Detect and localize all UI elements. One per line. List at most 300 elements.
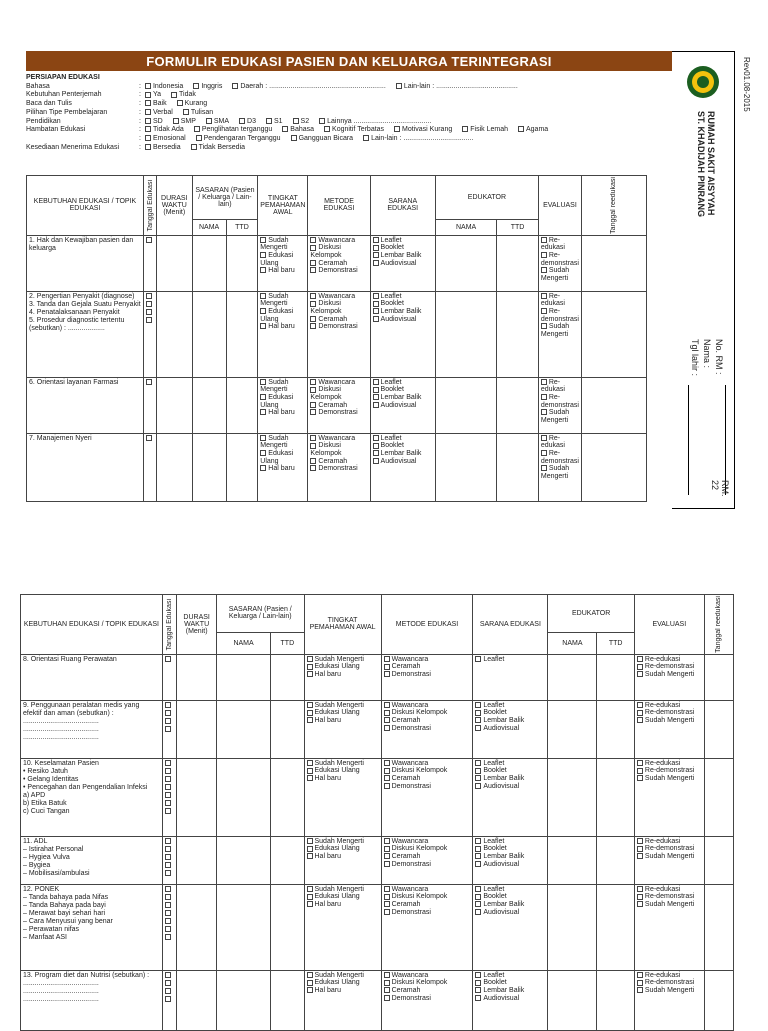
checkbox[interactable] (165, 854, 171, 860)
preparation-option[interactable] (177, 100, 208, 109)
option-item[interactable] (637, 671, 702, 679)
option-item[interactable] (637, 972, 702, 980)
checkbox[interactable] (260, 267, 266, 273)
option-item[interactable] (475, 717, 545, 725)
preparation-option[interactable] (145, 144, 181, 153)
edukator-ttd-cell[interactable] (597, 654, 635, 700)
sasaran-nama-cell[interactable] (192, 291, 226, 377)
option-item[interactable] (307, 845, 379, 853)
option-item[interactable] (475, 845, 545, 853)
preparation-option[interactable] (196, 135, 281, 144)
option-item[interactable] (384, 767, 471, 775)
checkbox[interactable] (193, 83, 199, 89)
option-item[interactable] (475, 767, 545, 775)
option-item[interactable] (307, 671, 379, 679)
preparation-option[interactable] (363, 135, 473, 144)
option-item[interactable] (384, 987, 471, 995)
option-item[interactable] (307, 767, 379, 775)
option-item[interactable] (310, 409, 367, 417)
sasaran-ttd-cell[interactable] (226, 291, 258, 377)
option-item[interactable] (373, 260, 433, 268)
checkbox[interactable] (266, 118, 272, 124)
option-item[interactable] (307, 709, 379, 717)
preparation-option[interactable] (232, 83, 385, 92)
edukator-ttd-cell[interactable] (497, 433, 539, 501)
checkbox[interactable] (310, 387, 316, 393)
checkbox[interactable] (310, 379, 316, 385)
tanggal-reedukasi-cell[interactable] (704, 836, 733, 884)
option-item[interactable] (637, 979, 702, 987)
preparation-option[interactable] (145, 83, 183, 92)
option-item[interactable] (384, 979, 471, 987)
option-item[interactable] (384, 995, 471, 1003)
edukator-nama-cell[interactable] (435, 433, 496, 501)
checkbox[interactable] (475, 980, 481, 986)
option-item[interactable] (260, 435, 305, 450)
option-item[interactable] (260, 465, 305, 473)
durasi-cell[interactable] (177, 836, 217, 884)
preparation-option[interactable] (324, 126, 384, 135)
option-item[interactable] (307, 702, 379, 710)
checkbox[interactable] (310, 402, 316, 408)
checkbox[interactable] (475, 886, 481, 892)
edukator-nama-cell[interactable] (548, 758, 597, 836)
checkbox[interactable] (475, 995, 481, 1001)
option-item[interactable] (384, 861, 471, 869)
option-item[interactable] (637, 845, 702, 853)
checkbox[interactable] (171, 92, 177, 98)
checkbox[interactable] (373, 387, 379, 393)
checkbox[interactable] (384, 768, 390, 774)
checkbox[interactable] (475, 853, 481, 859)
checkbox[interactable] (541, 435, 547, 441)
checkbox[interactable] (260, 237, 266, 243)
checkbox[interactable] (177, 100, 183, 106)
option-item[interactable] (475, 886, 545, 894)
checkbox[interactable] (165, 800, 171, 806)
option-item[interactable] (475, 909, 545, 917)
edukator-nama-cell[interactable] (548, 884, 597, 970)
checkbox[interactable] (541, 308, 547, 314)
preparation-option[interactable] (293, 118, 310, 127)
checkbox[interactable] (307, 710, 313, 716)
edukator-nama-cell[interactable] (548, 836, 597, 884)
option-item[interactable] (475, 709, 545, 717)
checkbox[interactable] (310, 443, 316, 449)
checkbox[interactable] (475, 656, 481, 662)
option-item[interactable] (541, 252, 579, 267)
preparation-option[interactable] (145, 118, 163, 127)
checkbox[interactable] (196, 135, 202, 141)
tanggal-reedukasi-cell[interactable] (582, 433, 647, 501)
checkbox[interactable] (363, 135, 369, 141)
option-item[interactable] (541, 237, 579, 252)
edukator-nama-cell[interactable] (435, 377, 496, 433)
sasaran-nama-cell[interactable] (192, 235, 226, 291)
checkbox[interactable] (307, 838, 313, 844)
option-item[interactable] (310, 402, 367, 410)
edukator-ttd-cell[interactable] (497, 235, 539, 291)
checkbox[interactable] (373, 443, 379, 449)
option-item[interactable] (541, 465, 579, 480)
checkbox[interactable] (475, 768, 481, 774)
checkbox[interactable] (637, 702, 643, 708)
option-item[interactable] (384, 717, 471, 725)
checkbox[interactable] (165, 918, 171, 924)
tanggal-reedukasi-cell[interactable] (582, 235, 647, 291)
option-item[interactable] (260, 394, 305, 409)
checkbox[interactable] (206, 118, 212, 124)
checkbox[interactable] (310, 301, 316, 307)
tanggal-reedukasi-cell[interactable] (704, 654, 733, 700)
checkbox[interactable] (384, 853, 390, 859)
option-item[interactable] (384, 702, 471, 710)
checkbox[interactable] (475, 846, 481, 852)
checkbox[interactable] (145, 118, 151, 124)
option-item[interactable] (541, 293, 579, 308)
option-item[interactable] (384, 838, 471, 846)
checkbox[interactable] (145, 109, 151, 115)
checkbox[interactable] (310, 409, 316, 415)
checkbox[interactable] (165, 988, 171, 994)
checkbox[interactable] (475, 775, 481, 781)
option-item[interactable] (307, 972, 379, 980)
option-item[interactable] (373, 458, 433, 466)
option-item[interactable] (310, 435, 367, 443)
checkbox[interactable] (165, 760, 171, 766)
checkbox[interactable] (260, 409, 266, 415)
option-item[interactable] (637, 853, 702, 861)
checkbox[interactable] (541, 379, 547, 385)
checkbox[interactable] (384, 717, 390, 723)
checkbox[interactable] (319, 118, 325, 124)
checkbox[interactable] (183, 109, 189, 115)
checkbox[interactable] (282, 126, 288, 132)
tanggal-reedukasi-cell[interactable] (582, 377, 647, 433)
checkbox[interactable] (145, 126, 151, 132)
checkbox[interactable] (307, 980, 313, 986)
edukator-nama-cell[interactable] (548, 700, 597, 758)
option-item[interactable] (307, 717, 379, 725)
checkbox[interactable] (260, 465, 266, 471)
checkbox[interactable] (260, 435, 266, 441)
checkbox[interactable] (165, 894, 171, 900)
option-item[interactable] (384, 663, 471, 671)
preparation-option[interactable] (266, 118, 283, 127)
checkbox[interactable] (373, 394, 379, 400)
checkbox[interactable] (541, 267, 547, 273)
edukator-ttd-cell[interactable] (597, 884, 635, 970)
option-item[interactable] (310, 323, 367, 331)
checkbox[interactable] (146, 237, 152, 243)
option-item[interactable] (310, 458, 367, 466)
option-item[interactable] (307, 987, 379, 995)
checkbox[interactable] (384, 710, 390, 716)
option-item[interactable] (373, 442, 433, 450)
checkbox[interactable] (373, 260, 379, 266)
checkbox[interactable] (475, 987, 481, 993)
checkbox[interactable] (373, 450, 379, 456)
option-item[interactable] (637, 702, 702, 710)
option-item[interactable] (541, 323, 579, 338)
checkbox[interactable] (475, 710, 481, 716)
checkbox[interactable] (518, 126, 524, 132)
checkbox[interactable] (191, 144, 197, 150)
checkbox[interactable] (165, 910, 171, 916)
option-item[interactable] (373, 237, 433, 245)
preparation-option[interactable] (145, 109, 173, 118)
tanggal-reedukasi-cell[interactable] (704, 700, 733, 758)
option-item[interactable] (384, 909, 471, 917)
option-item[interactable] (310, 237, 367, 245)
option-item[interactable] (475, 901, 545, 909)
preparation-option[interactable] (396, 83, 518, 92)
checkbox[interactable] (637, 987, 643, 993)
durasi-cell[interactable] (157, 291, 193, 377)
option-item[interactable] (384, 775, 471, 783)
checkbox[interactable] (475, 861, 481, 867)
sasaran-ttd-cell[interactable] (271, 758, 304, 836)
durasi-cell[interactable] (177, 758, 217, 836)
checkbox[interactable] (165, 808, 171, 814)
edukator-ttd-cell[interactable] (597, 970, 635, 1030)
checkbox[interactable] (165, 902, 171, 908)
option-item[interactable] (475, 979, 545, 987)
option-item[interactable] (475, 702, 545, 710)
option-item[interactable] (384, 901, 471, 909)
checkbox[interactable] (146, 301, 152, 307)
checkbox[interactable] (173, 118, 179, 124)
checkbox[interactable] (307, 671, 313, 677)
checkbox[interactable] (307, 846, 313, 852)
checkbox[interactable] (310, 316, 316, 322)
option-item[interactable] (260, 293, 305, 308)
checkbox[interactable] (373, 301, 379, 307)
sasaran-nama-cell[interactable] (216, 700, 270, 758)
checkbox[interactable] (475, 760, 481, 766)
checkbox[interactable] (637, 664, 643, 670)
checkbox[interactable] (475, 909, 481, 915)
checkbox[interactable] (260, 308, 266, 314)
checkbox[interactable] (165, 972, 171, 978)
checkbox[interactable] (384, 702, 390, 708)
option-item[interactable] (373, 379, 433, 387)
sasaran-ttd-cell[interactable] (271, 836, 304, 884)
option-item[interactable] (373, 300, 433, 308)
checkbox[interactable] (475, 838, 481, 844)
sasaran-nama-cell[interactable] (216, 836, 270, 884)
option-item[interactable] (384, 893, 471, 901)
checkbox[interactable] (194, 126, 200, 132)
checkbox[interactable] (310, 245, 316, 251)
option-item[interactable] (310, 267, 367, 275)
option-item[interactable] (260, 379, 305, 394)
sasaran-nama-cell[interactable] (192, 377, 226, 433)
checkbox[interactable] (307, 894, 313, 900)
checkbox[interactable] (384, 846, 390, 852)
checkbox[interactable] (541, 252, 547, 258)
preparation-option[interactable] (194, 126, 272, 135)
option-item[interactable] (475, 893, 545, 901)
edukator-nama-cell[interactable] (548, 654, 597, 700)
option-item[interactable] (307, 893, 379, 901)
option-item[interactable] (307, 838, 379, 846)
option-item[interactable] (384, 853, 471, 861)
option-item[interactable] (637, 767, 702, 775)
tanggal-reedukasi-cell[interactable] (704, 884, 733, 970)
option-item[interactable] (307, 656, 379, 664)
checkbox[interactable] (637, 972, 643, 978)
sasaran-ttd-cell[interactable] (226, 235, 258, 291)
checkbox[interactable] (637, 853, 643, 859)
option-item[interactable] (307, 853, 379, 861)
option-item[interactable] (475, 861, 545, 869)
checkbox[interactable] (165, 846, 171, 852)
preparation-option[interactable] (183, 109, 213, 118)
checkbox[interactable] (232, 83, 238, 89)
option-item[interactable] (384, 760, 471, 768)
option-item[interactable] (541, 435, 579, 450)
checkbox[interactable] (384, 725, 390, 731)
checkbox[interactable] (310, 267, 316, 273)
checkbox[interactable] (310, 458, 316, 464)
checkbox[interactable] (475, 972, 481, 978)
checkbox[interactable] (475, 894, 481, 900)
checkbox[interactable] (165, 886, 171, 892)
checkbox[interactable] (307, 768, 313, 774)
option-item[interactable] (475, 838, 545, 846)
checkbox[interactable] (384, 656, 390, 662)
sasaran-ttd-cell[interactable] (271, 654, 304, 700)
checkbox[interactable] (165, 702, 171, 708)
preparation-option[interactable] (173, 118, 196, 127)
checkbox[interactable] (293, 118, 299, 124)
checkbox[interactable] (310, 465, 316, 471)
checkbox[interactable] (310, 293, 316, 299)
option-item[interactable] (475, 853, 545, 861)
option-item[interactable] (260, 450, 305, 465)
checkbox[interactable] (165, 710, 171, 716)
checkbox[interactable] (165, 934, 171, 940)
preparation-option[interactable] (518, 126, 548, 135)
edukator-ttd-cell[interactable] (597, 700, 635, 758)
checkbox[interactable] (165, 768, 171, 774)
checkbox[interactable] (239, 118, 245, 124)
checkbox[interactable] (373, 252, 379, 258)
checkbox[interactable] (541, 237, 547, 243)
option-item[interactable] (475, 656, 545, 664)
sasaran-nama-cell[interactable] (216, 654, 270, 700)
checkbox[interactable] (384, 861, 390, 867)
option-item[interactable] (307, 886, 379, 894)
checkbox[interactable] (165, 838, 171, 844)
checkbox[interactable] (637, 838, 643, 844)
checkbox[interactable] (307, 972, 313, 978)
sasaran-ttd-cell[interactable] (226, 433, 258, 501)
checkbox[interactable] (384, 972, 390, 978)
checkbox[interactable] (324, 126, 330, 132)
option-item[interactable] (310, 244, 367, 259)
checkbox[interactable] (475, 702, 481, 708)
checkbox[interactable] (475, 901, 481, 907)
checkbox[interactable] (373, 293, 379, 299)
option-item[interactable] (637, 775, 702, 783)
preparation-option[interactable] (145, 126, 184, 135)
checkbox[interactable] (373, 402, 379, 408)
checkbox[interactable] (260, 323, 266, 329)
preparation-option[interactable] (145, 100, 167, 109)
checkbox[interactable] (384, 671, 390, 677)
option-item[interactable] (310, 260, 367, 268)
preparation-option[interactable] (291, 135, 353, 144)
option-item[interactable] (384, 725, 471, 733)
checkbox[interactable] (260, 394, 266, 400)
option-item[interactable] (637, 717, 702, 725)
checkbox[interactable] (146, 379, 152, 385)
checkbox[interactable] (475, 783, 481, 789)
sasaran-ttd-cell[interactable] (271, 700, 304, 758)
option-item[interactable] (475, 725, 545, 733)
checkbox[interactable] (384, 886, 390, 892)
durasi-cell[interactable] (157, 433, 193, 501)
preparation-option[interactable] (282, 126, 314, 135)
checkbox[interactable] (384, 909, 390, 915)
sasaran-nama-cell[interactable] (216, 758, 270, 836)
option-item[interactable] (475, 783, 545, 791)
durasi-cell[interactable] (177, 970, 217, 1030)
option-item[interactable] (541, 379, 579, 394)
checkbox[interactable] (637, 760, 643, 766)
checkbox[interactable] (475, 717, 481, 723)
checkbox[interactable] (637, 775, 643, 781)
option-item[interactable] (541, 394, 579, 409)
checkbox[interactable] (307, 760, 313, 766)
checkbox[interactable] (165, 784, 171, 790)
option-item[interactable] (310, 465, 367, 473)
option-item[interactable] (260, 308, 305, 323)
edukator-nama-cell[interactable] (435, 235, 496, 291)
checkbox[interactable] (165, 996, 171, 1002)
option-item[interactable] (260, 237, 305, 252)
checkbox[interactable] (146, 435, 152, 441)
checkbox[interactable] (260, 293, 266, 299)
option-item[interactable] (384, 783, 471, 791)
option-item[interactable] (373, 402, 433, 410)
preparation-option[interactable] (145, 135, 186, 144)
checkbox[interactable] (373, 379, 379, 385)
checkbox[interactable] (384, 760, 390, 766)
option-item[interactable] (307, 775, 379, 783)
checkbox[interactable] (145, 100, 151, 106)
option-item[interactable] (384, 972, 471, 980)
option-item[interactable] (475, 972, 545, 980)
option-item[interactable] (310, 442, 367, 457)
option-item[interactable] (637, 663, 702, 671)
checkbox[interactable] (307, 664, 313, 670)
checkbox[interactable] (165, 926, 171, 932)
option-item[interactable] (373, 308, 433, 316)
preparation-option[interactable] (145, 91, 161, 100)
option-item[interactable] (637, 838, 702, 846)
checkbox[interactable] (307, 901, 313, 907)
checkbox[interactable] (373, 237, 379, 243)
checkbox[interactable] (541, 323, 547, 329)
checkbox[interactable] (307, 702, 313, 708)
preparation-option[interactable] (191, 144, 245, 153)
checkbox[interactable] (146, 293, 152, 299)
option-item[interactable] (637, 886, 702, 894)
checkbox[interactable] (384, 980, 390, 986)
